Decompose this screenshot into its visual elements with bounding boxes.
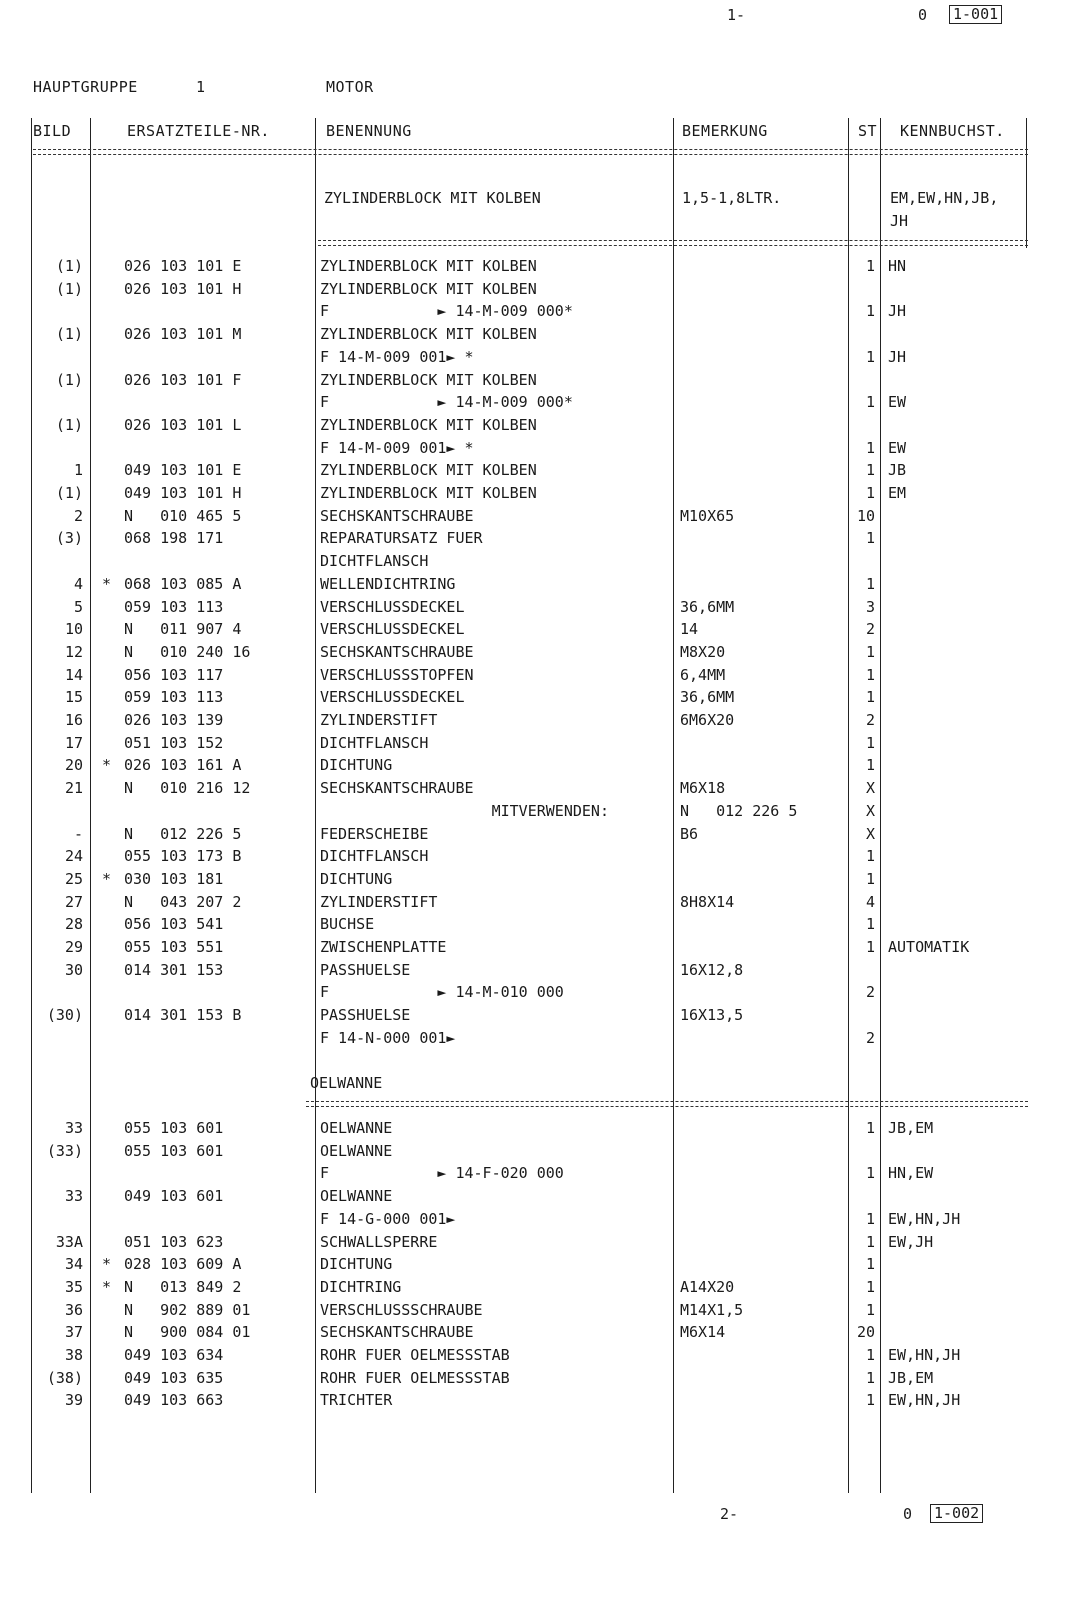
part-number: 026 103 101 H <box>124 279 242 298</box>
col-header-bild: BILD <box>33 122 72 140</box>
designation: BUCHSE <box>320 915 375 934</box>
code-letters: HN <box>888 257 907 275</box>
quantity: 20 <box>856 1323 875 1342</box>
part-number: 049 103 601 <box>124 1187 224 1206</box>
table-row <box>0 981 1079 1003</box>
bild-number: 25 <box>64 869 83 888</box>
quantity: 1 <box>865 574 875 593</box>
quantity: 1 <box>865 257 875 275</box>
bild-number: 20 <box>64 756 83 775</box>
table-row <box>0 1117 1079 1139</box>
bild-number: 1 <box>73 461 83 480</box>
change-mark: * <box>102 1277 112 1296</box>
quantity: 1 <box>865 915 875 934</box>
designation: TRICHTER <box>320 1391 393 1410</box>
bild-number: 33 <box>64 1119 83 1137</box>
quantity: 1 <box>865 665 875 684</box>
bild-number: 27 <box>64 892 83 911</box>
designation: SECHSKANTSCHRAUBE <box>320 642 474 661</box>
quantity: 2 <box>865 1028 875 1047</box>
bild-number: 15 <box>64 688 83 707</box>
designation: DICHTUNG <box>320 756 393 775</box>
col-header-kennbuchst: KENNBUCHST. <box>900 122 1005 140</box>
change-mark: * <box>102 574 112 593</box>
table-row <box>0 664 1079 686</box>
quantity: 2 <box>865 711 875 729</box>
part-number: 026 103 161 A <box>124 756 242 775</box>
quantity: 1 <box>865 1255 875 1274</box>
bild-number: 14 <box>64 665 83 684</box>
table-row <box>0 300 1079 322</box>
part-number: N 902 889 01 <box>124 1300 251 1319</box>
part-number: 026 103 101 L <box>124 415 242 434</box>
bild-number: 34 <box>64 1255 83 1274</box>
section2-rule <box>306 1101 1028 1107</box>
quantity: 1 <box>865 438 875 457</box>
part-number: 049 103 101 E <box>124 461 242 480</box>
designation: ROHR FUER OELMESSSTAB <box>320 1368 510 1387</box>
table-row <box>0 596 1079 618</box>
col-header-benennung: BENENNUNG <box>326 122 412 140</box>
table-row <box>0 845 1079 867</box>
table-row <box>0 1004 1079 1026</box>
table-row <box>0 1027 1079 1049</box>
quantity: X <box>865 824 875 843</box>
bild-number: 16 <box>64 711 83 729</box>
part-number: N 900 084 01 <box>124 1323 251 1342</box>
quantity: 4 <box>865 892 875 911</box>
table-row <box>0 754 1079 776</box>
designation: FEDERSCHEIBE <box>320 824 429 843</box>
code-letters: EW <box>888 438 907 457</box>
table-row <box>0 959 1079 981</box>
quantity: X <box>865 779 875 798</box>
col-header-st: ST <box>858 122 878 140</box>
table-row <box>0 1321 1079 1343</box>
quantity: 3 <box>865 597 875 616</box>
bild-number: 5 <box>73 597 83 616</box>
designation: OELWANNE <box>320 1119 393 1137</box>
designation: SECHSKANTSCHRAUBE <box>320 779 474 798</box>
designation: ZYLINDERBLOCK MIT KOLBEN <box>320 370 537 389</box>
page-top-code: 1-001 <box>949 5 1002 24</box>
designation: F ► 14-M-009 000* <box>320 393 573 412</box>
table-row <box>0 936 1079 958</box>
quantity: 1 <box>865 1119 875 1137</box>
table-row <box>0 1231 1079 1253</box>
table-row <box>0 686 1079 708</box>
quantity: 1 <box>865 529 875 548</box>
designation: ZYLINDERSTIFT <box>320 892 438 911</box>
part-number: N 043 207 2 <box>124 892 242 911</box>
code-letters: EW,HN,JH <box>888 1346 961 1364</box>
quantity: 1 <box>865 484 875 502</box>
designation: DICHTFLANSCH <box>320 733 429 752</box>
col-header-bemerkung: BEMERKUNG <box>682 122 768 140</box>
table-row <box>0 777 1079 799</box>
part-number: N 011 907 4 <box>124 620 242 639</box>
part-number: 049 103 101 H <box>124 484 242 502</box>
quantity: 1 <box>865 938 875 956</box>
quantity: 1 <box>865 642 875 661</box>
bild-number: (1) <box>55 370 83 389</box>
quantity: 1 <box>865 756 875 775</box>
part-number: 068 103 085 A <box>124 574 242 593</box>
bild-number: 28 <box>64 915 83 934</box>
part-number: 051 103 152 <box>124 733 224 752</box>
table-row <box>0 414 1079 436</box>
bild-number: 37 <box>64 1323 83 1342</box>
remark: 8H8X14 <box>680 892 735 911</box>
bild-number: 30 <box>64 960 83 979</box>
designation: SECHSKANTSCHRAUBE <box>320 506 474 525</box>
designation: REPARATURSATZ FUER <box>320 529 483 548</box>
code-letters: AUTOMATIK <box>888 938 970 956</box>
bild-number: 33 <box>64 1187 83 1206</box>
remark: A14X20 <box>680 1277 735 1296</box>
code-letters: HN,EW <box>888 1164 934 1183</box>
page-bottom-marker: 2- <box>720 1505 739 1523</box>
part-number: N 012 226 5 <box>124 824 242 843</box>
code-letters: JH <box>888 302 907 321</box>
part-number: 026 103 101 E <box>124 257 242 275</box>
quantity: 1 <box>865 1209 875 1228</box>
designation: F 14-G-000 001► <box>320 1209 456 1228</box>
table-row <box>0 505 1079 527</box>
table-row <box>0 1389 1079 1411</box>
part-number: 056 103 541 <box>124 915 224 934</box>
designation: DICHTRING <box>320 1277 402 1296</box>
table-row <box>0 255 1079 277</box>
code-letters: EW,JH <box>888 1232 934 1251</box>
section-codes-line1: EM,EW,HN,JB, <box>890 189 999 207</box>
table-row <box>0 527 1079 549</box>
quantity: 1 <box>865 461 875 480</box>
designation: F 14-M-009 001► * <box>320 438 474 457</box>
quantity: 1 <box>865 1277 875 1296</box>
designation: MITVERWENDEN: <box>320 801 609 820</box>
table-row <box>0 550 1079 572</box>
bild-number: (1) <box>55 415 83 434</box>
quantity: 1 <box>865 869 875 888</box>
bild-number: (1) <box>55 257 83 275</box>
page-bottom-code: 1-002 <box>930 1504 983 1523</box>
part-number: 056 103 117 <box>124 665 224 684</box>
remark: 14 <box>680 620 699 639</box>
code-letters: JB,EM <box>888 1119 934 1137</box>
designation: ROHR FUER OELMESSSTAB <box>320 1346 510 1364</box>
designation: F 14-N-000 001► <box>320 1028 456 1047</box>
change-mark: * <box>102 869 112 888</box>
bild-number: 10 <box>64 620 83 639</box>
table-row <box>0 618 1079 640</box>
section-title-oelwanne: OELWANNE <box>310 1074 383 1092</box>
designation: PASSHUELSE <box>320 960 411 979</box>
code-letters: JB <box>888 461 907 480</box>
table-row <box>0 278 1079 300</box>
part-number: 014 301 153 <box>124 960 224 979</box>
code-letters: JH <box>888 347 907 366</box>
quantity: 1 <box>865 1368 875 1387</box>
table-row <box>0 1185 1079 1207</box>
quantity: 1 <box>865 302 875 321</box>
remark: N 012 226 5 <box>680 801 798 820</box>
bild-number: 39 <box>64 1391 83 1410</box>
part-number: 049 103 663 <box>124 1391 224 1410</box>
designation: DICHTUNG <box>320 1255 393 1274</box>
section1-rule <box>318 240 1028 246</box>
bild-number: (1) <box>55 484 83 502</box>
col-header-ersatzteile: ERSATZTEILE-NR. <box>127 122 270 140</box>
part-number: 028 103 609 A <box>124 1255 242 1274</box>
table-row <box>0 800 1079 822</box>
part-number: 055 103 551 <box>124 938 224 956</box>
designation: OELWANNE <box>320 1187 393 1206</box>
table-row <box>0 1344 1079 1366</box>
part-number: 059 103 113 <box>124 688 224 707</box>
table-row <box>0 1299 1079 1321</box>
part-number: 068 198 171 <box>124 529 224 548</box>
page-top-letter: 0 <box>918 6 928 24</box>
table-row <box>0 482 1079 504</box>
section-remark-zylinderblock: 1,5-1,8LTR. <box>682 189 782 207</box>
designation: PASSHUELSE <box>320 1006 411 1025</box>
bild-number: 24 <box>64 847 83 866</box>
table-row <box>0 868 1079 890</box>
bild-number: (1) <box>55 279 83 298</box>
part-number: N 010 216 12 <box>124 779 251 798</box>
designation: SCHWALLSPERRE <box>320 1232 438 1251</box>
code-letters: JB,EM <box>888 1368 934 1387</box>
table-line-right <box>1026 118 1027 248</box>
quantity: 1 <box>865 393 875 412</box>
part-number: N 010 465 5 <box>124 506 242 525</box>
designation: ZYLINDERBLOCK MIT KOLBEN <box>320 257 537 275</box>
bild-number: (1) <box>55 325 83 344</box>
designation: F ► 14-M-010 000 <box>320 983 564 1002</box>
bild-number: 36 <box>64 1300 83 1319</box>
designation: ZYLINDERSTIFT <box>320 711 438 729</box>
remark: M6X14 <box>680 1323 726 1342</box>
part-number: 055 103 601 <box>124 1141 224 1160</box>
group-title: MOTOR <box>326 78 374 96</box>
remark: 6M6X20 <box>680 711 735 729</box>
part-number: 051 103 623 <box>124 1232 224 1251</box>
remark: 36,6MM <box>680 688 735 707</box>
table-row <box>0 437 1079 459</box>
table-row <box>0 913 1079 935</box>
bild-number: 35 <box>64 1277 83 1296</box>
table-row <box>0 459 1079 481</box>
remark: 16X12,8 <box>680 960 744 979</box>
part-number: 026 103 139 <box>124 711 224 729</box>
part-number: N 010 240 16 <box>124 642 251 661</box>
bild-number: 2 <box>73 506 83 525</box>
bild-number: 21 <box>64 779 83 798</box>
table-row <box>0 369 1079 391</box>
designation: VERSCHLUSSDECKEL <box>320 620 465 639</box>
code-letters: EW,HN,JH <box>888 1391 961 1410</box>
hauptgruppe-label: HAUPTGRUPPE <box>33 78 138 96</box>
designation: DICHTFLANSCH <box>320 847 429 866</box>
bild-number: 29 <box>64 938 83 956</box>
table-row <box>0 1162 1079 1184</box>
designation: VERSCHLUSSSTOPFEN <box>320 665 474 684</box>
designation: F ► 14-M-009 000* <box>320 302 573 321</box>
quantity: 10 <box>856 506 875 525</box>
remark: M14X1,5 <box>680 1300 744 1319</box>
bild-number: 17 <box>64 733 83 752</box>
part-number: N 013 849 2 <box>124 1277 242 1296</box>
part-number: 055 103 173 B <box>124 847 242 866</box>
table-row <box>0 823 1079 845</box>
quantity: 1 <box>865 1300 875 1319</box>
remark: B6 <box>680 824 699 843</box>
header-rule <box>33 149 1028 155</box>
table-row <box>0 391 1079 413</box>
designation: F 14-M-009 001► * <box>320 347 474 366</box>
quantity: 1 <box>865 1164 875 1183</box>
table-row <box>0 323 1079 345</box>
bild-number: 38 <box>64 1346 83 1364</box>
part-number: 059 103 113 <box>124 597 224 616</box>
remark: M10X65 <box>680 506 735 525</box>
table-row <box>0 891 1079 913</box>
page-bottom-letter: 0 <box>903 1505 913 1523</box>
designation: WELLENDICHTRING <box>320 574 456 593</box>
table-row <box>0 1276 1079 1298</box>
part-number: 026 103 101 M <box>124 325 242 344</box>
bild-number: (38) <box>46 1368 83 1387</box>
bild-number: 4 <box>73 574 83 593</box>
change-mark: * <box>102 756 112 775</box>
table-row <box>0 641 1079 663</box>
designation: ZWISCHENPLATTE <box>320 938 447 956</box>
table-row <box>0 1253 1079 1275</box>
designation: DICHTUNG <box>320 869 393 888</box>
quantity: 1 <box>865 1391 875 1410</box>
bild-number: (33) <box>46 1141 83 1160</box>
table-row <box>0 346 1079 368</box>
designation: ZYLINDERBLOCK MIT KOLBEN <box>320 415 537 434</box>
code-letters: EW,HN,JH <box>888 1209 961 1228</box>
remark: M8X20 <box>680 642 726 661</box>
bild-number: 12 <box>64 642 83 661</box>
remark: 16X13,5 <box>680 1006 744 1025</box>
page-top-marker: 1- <box>727 6 746 24</box>
part-number: 030 103 181 <box>124 869 224 888</box>
designation: OELWANNE <box>320 1141 393 1160</box>
quantity: 2 <box>865 620 875 639</box>
designation: ZYLINDERBLOCK MIT KOLBEN <box>320 484 537 502</box>
bild-number: (3) <box>55 529 83 548</box>
hauptgruppe-number: 1 <box>196 78 206 96</box>
designation: VERSCHLUSSDECKEL <box>320 688 465 707</box>
designation: VERSCHLUSSDECKEL <box>320 597 465 616</box>
part-number: 026 103 101 F <box>124 370 242 389</box>
table-row <box>0 573 1079 595</box>
designation: F ► 14-F-020 000 <box>320 1164 564 1183</box>
designation: ZYLINDERBLOCK MIT KOLBEN <box>320 325 537 344</box>
table-row <box>0 732 1079 754</box>
designation: VERSCHLUSSSCHRAUBE <box>320 1300 483 1319</box>
remark: M6X18 <box>680 779 726 798</box>
part-number: 049 103 635 <box>124 1368 224 1387</box>
quantity: 2 <box>865 983 875 1002</box>
designation: DICHTFLANSCH <box>320 552 429 571</box>
table-row <box>0 1367 1079 1389</box>
designation: ZYLINDERBLOCK MIT KOLBEN <box>320 279 537 298</box>
remark: 6,4MM <box>680 665 726 684</box>
bild-number: - <box>73 824 83 843</box>
code-letters: EM <box>888 484 907 502</box>
table-row <box>0 709 1079 731</box>
quantity: 1 <box>865 1232 875 1251</box>
quantity: 1 <box>865 347 875 366</box>
bild-number: 33A <box>55 1232 83 1251</box>
designation: ZYLINDERBLOCK MIT KOLBEN <box>320 461 537 480</box>
table-row <box>0 1140 1079 1162</box>
part-number: 014 301 153 B <box>124 1006 242 1025</box>
quantity: 1 <box>865 688 875 707</box>
quantity: 1 <box>865 1346 875 1364</box>
part-number: 055 103 601 <box>124 1119 224 1137</box>
table-row <box>0 1208 1079 1230</box>
quantity: X <box>865 801 875 820</box>
code-letters: EW <box>888 393 907 412</box>
remark: 36,6MM <box>680 597 735 616</box>
change-mark: * <box>102 1255 112 1274</box>
quantity: 1 <box>865 847 875 866</box>
designation: SECHSKANTSCHRAUBE <box>320 1323 474 1342</box>
quantity: 1 <box>865 733 875 752</box>
bild-number: (30) <box>46 1006 83 1025</box>
part-number: 049 103 634 <box>124 1346 224 1364</box>
section-codes-line2: JH <box>890 212 909 230</box>
section-title-zylinderblock: ZYLINDERBLOCK MIT KOLBEN <box>324 189 541 207</box>
